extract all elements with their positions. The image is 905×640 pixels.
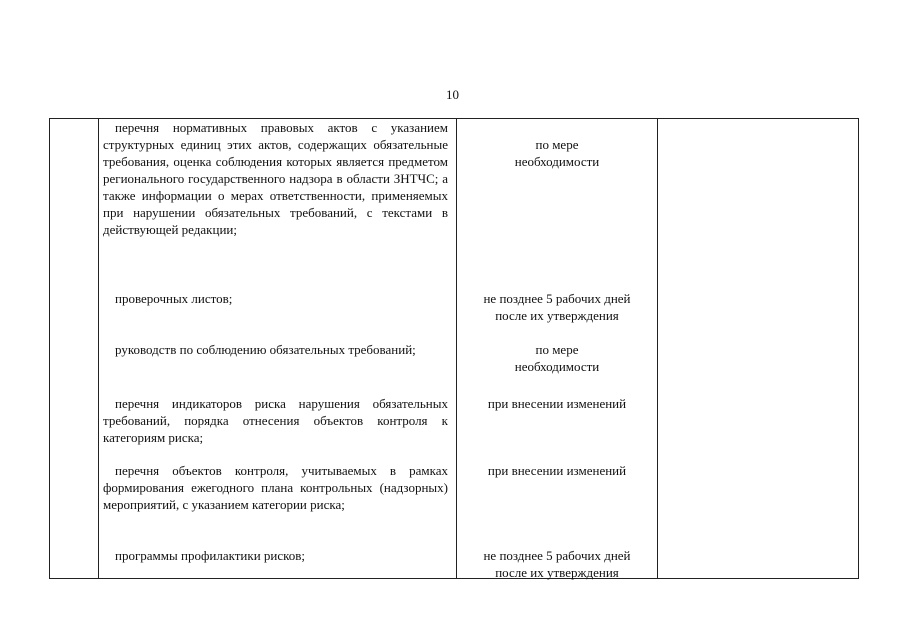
item-text: программы профилактики рисков; xyxy=(115,548,306,563)
list-item xyxy=(103,119,448,238)
term-text: не позднее 5 рабочих дней после их утверждения xyxy=(483,548,631,580)
term-text: при внесении изменений xyxy=(487,396,627,411)
items-cell xyxy=(99,119,457,579)
measures-table xyxy=(49,118,859,579)
index-cell xyxy=(50,119,99,579)
list-item xyxy=(103,395,448,446)
table-row xyxy=(50,119,859,579)
item-text: руководств по соблюдению обязательных требований; xyxy=(115,342,416,357)
term-text: не позднее 5 рабочих дней после их утверждения xyxy=(483,291,631,323)
notes-cell xyxy=(658,119,859,579)
term-text: по мере необходимости xyxy=(514,137,600,169)
term-text: по мере необходимости xyxy=(514,342,600,374)
item-text: перечня объектов контроля, учитываемых в рамках формирования ежегодного плана контрольных (надзорных) мероприятий, с указанием категории риска; xyxy=(103,463,448,512)
item-text: перечня нормативных правовых актов с указанием структурных единиц этих актов, содержащих обязательные требования, оценка соблюдения которых является предметом регионального государственного надзора в области ЗНТЧС; а также информации о мерах ответственности, применяемых при нарушении обязательных требований, с текстами в действующей редакции; xyxy=(103,120,448,237)
item-text: перечня индикаторов риска нарушения обязательных требований, порядка отнесения объектов контроля к категориям риска; xyxy=(103,396,448,445)
page-number: 10 xyxy=(446,87,459,102)
terms-cell xyxy=(457,119,658,579)
item-text: проверочных листов; xyxy=(115,291,233,306)
list-item xyxy=(103,462,448,513)
list-item xyxy=(103,341,448,358)
term-text: при внесении изменений xyxy=(487,463,627,478)
list-item xyxy=(103,290,448,307)
list-item xyxy=(103,547,448,564)
